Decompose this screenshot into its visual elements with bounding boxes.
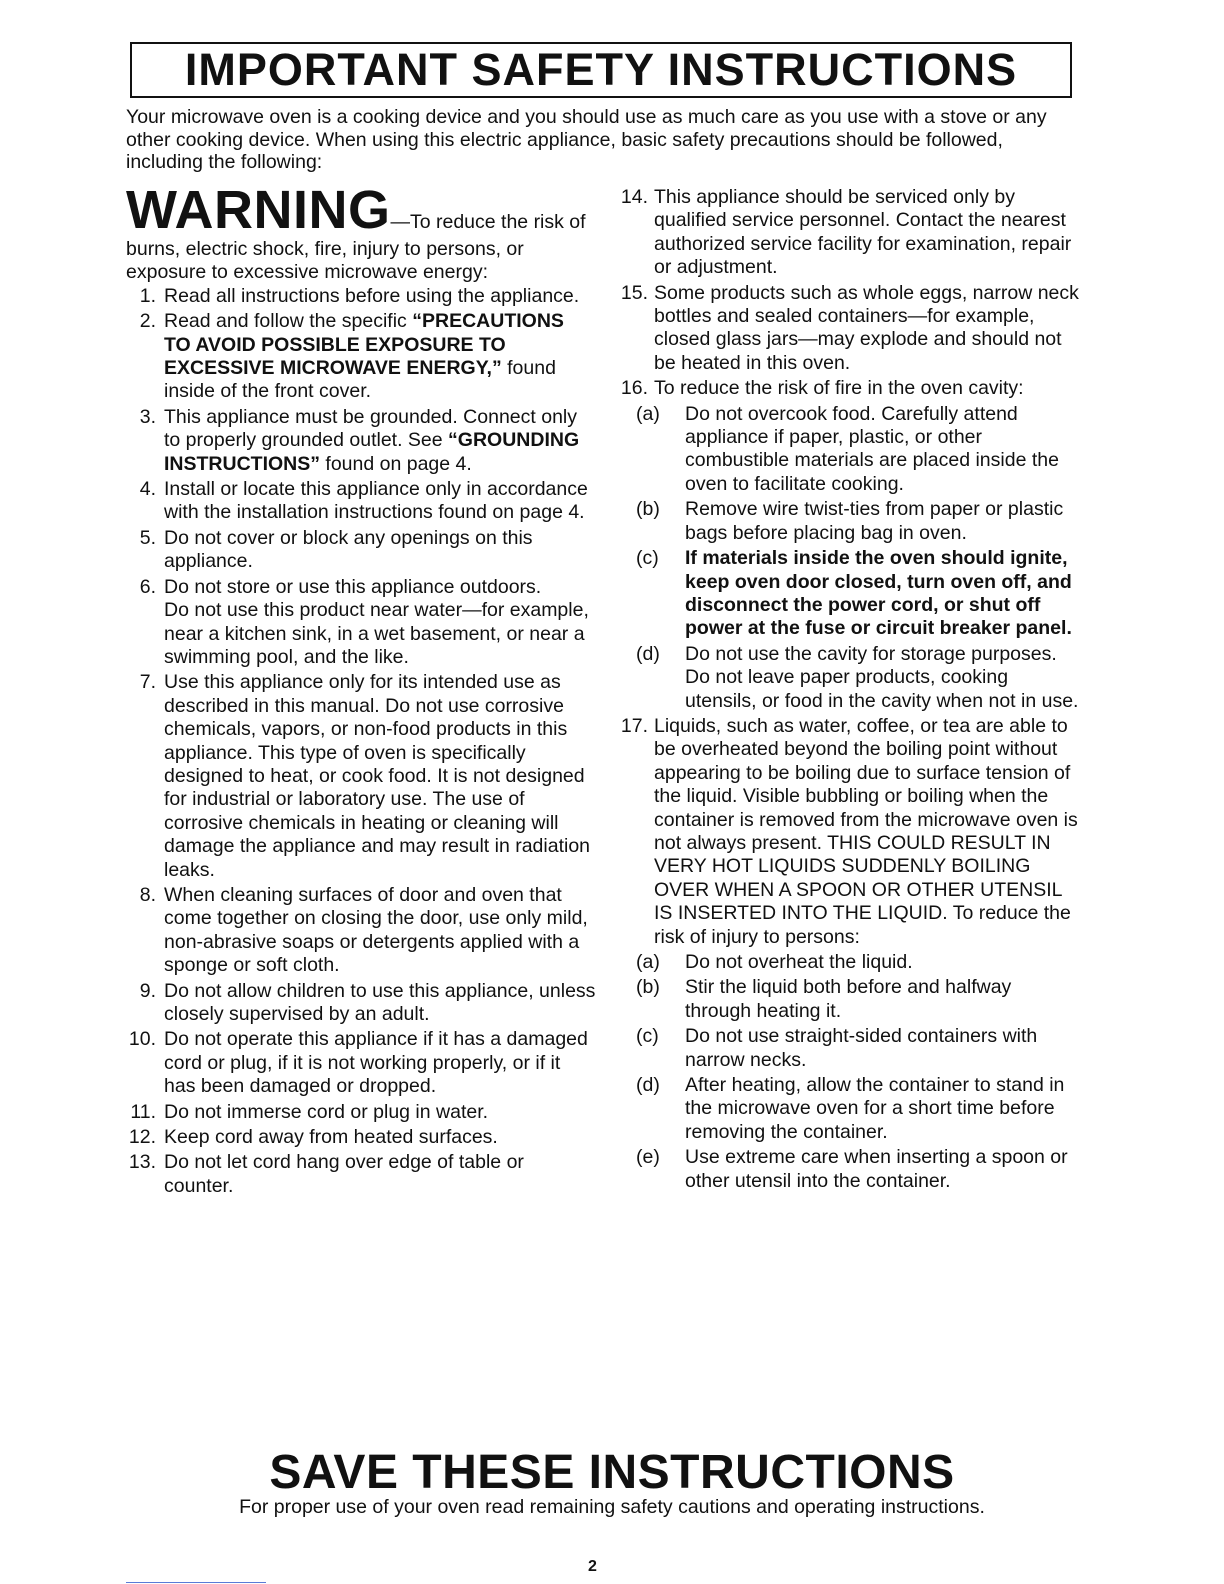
page-number: 2 [588, 1558, 597, 1575]
item-bold-text: “GROUNDING INSTRUCTIONS” [164, 429, 580, 475]
sub-item-label: (b) [636, 976, 660, 999]
sub-item-bold-text: If materials inside the oven should ignite, keep oven door closed, turn oven off, and disconnect the power cord, or shut off power at the fuse or circuit breaker panel. [685, 547, 1072, 640]
list-item [126, 478, 596, 525]
list-item [610, 715, 1080, 949]
list-item [126, 576, 596, 670]
item-text: This appliance must be grounded. Connect only to properly grounded outlet. See [164, 405, 578, 452]
item-number: 3. [139, 405, 156, 428]
sub-item [610, 547, 1080, 641]
warning-block [126, 182, 596, 285]
list-item [126, 884, 596, 978]
sub-item-text: Do not use the cavity for storage purposes. Do not leave paper products, cooking utensils, or food in the cavity when not in use. [685, 642, 1079, 712]
item-text: Some products such as whole eggs, narrow neck bottles and sealed containers—for example, closed glass jars—may explode and should not be heated in this oven. [654, 281, 1079, 374]
item-text: found on page 4. [320, 452, 472, 475]
list-item [126, 285, 596, 308]
item-number: 11. [130, 1100, 156, 1123]
item-number: 9. [139, 979, 156, 1002]
list-item [126, 980, 596, 1027]
item-text: found inside of the front cover. [164, 357, 556, 403]
list-item [126, 310, 596, 404]
list-item [610, 377, 1080, 400]
sub-item-text: Stir the liquid both before and halfway through heating it. [685, 976, 1012, 1022]
list-item [126, 671, 596, 882]
item-number: 4. [139, 478, 156, 501]
item-text: When cleaning surfaces of door and oven that come together on closing the door, use only mild, non-abrasive soaps or detergents applied with a sponge or soft cloth. [164, 883, 588, 977]
item-text: To reduce the risk of fire in the oven cavity: [654, 377, 1024, 400]
item-text: This appliance should be serviced only by qualified service personnel. Contact the nearest authorized service facility for examination, repair or adjustment. [654, 186, 1072, 279]
sub-item [610, 951, 1080, 974]
list-item [610, 282, 1080, 376]
sub-item-text: Do not use straight-sided containers with narrow necks. [685, 1025, 1038, 1071]
item-text: Read all instructions before using the appliance. [164, 284, 580, 307]
item-number: 16. [620, 377, 648, 400]
page-title: IMPORTANT SAFETY INSTRUCTIONS [184, 44, 1018, 95]
item-text: Do not let cord hang over edge of table or counter. [164, 1151, 524, 1197]
item-text: Do not cover or block any openings on this appliance. [164, 526, 533, 573]
list-item [126, 527, 596, 574]
item-text: Use this appliance only for its intended use as described in this manual. Do not use corrosive chemicals, vapors, or non-food products in this appliance. This type of oven is specifically designed to heat, or cook food. It is not designed for industrial or laboratory use. The use of corrosive chemicals in heating or cleaning will damage the appliance and may result in radiation leaks. [164, 671, 591, 881]
item-text: Read and follow the specific [164, 310, 413, 333]
sub-item [610, 643, 1080, 713]
sub-item-label: (e) [636, 1146, 660, 1169]
sub-item-label: (c) [636, 1025, 659, 1048]
item-text: Install or locate this appliance only in accordance with the installation instructions found on page 4. [164, 478, 588, 524]
list-item [126, 1101, 596, 1124]
warning-text: —To reduce the risk of burns, electric shock, fire, injury to persons, or exposure to excessive microwave energy: [126, 211, 586, 284]
item-text: Do not immerse cord or plug in water. [164, 1100, 489, 1123]
item-number: 14. [620, 186, 648, 208]
sub-item-text: After heating, allow the container to stand in the microwave oven for a short time before removing the container. [685, 1074, 1065, 1143]
sub-item-label: (d) [636, 1074, 660, 1097]
item-number: 13. [128, 1151, 156, 1174]
sub-item [610, 1074, 1080, 1144]
title-box [130, 42, 1072, 98]
list-item [126, 1028, 596, 1098]
item-bold-text: “PRECAUTIONS TO AVOID POSSIBLE EXPOSURE TO EXCESSIVE MICROWAVE ENERGY,” [164, 310, 564, 380]
list-item [610, 186, 1080, 280]
sub-item-text: Remove wire twist-ties from paper or plastic bags before placing bag in oven. [685, 498, 1064, 544]
list-item [126, 1126, 596, 1149]
sub-item-label: (b) [636, 498, 660, 521]
item-number: 2. [139, 310, 156, 333]
sub-item-text: Do not overcook food. Carefully attend appliance if paper, plastic, or other combustible materials are placed inside the oven to facilitate cooking. [685, 402, 1059, 495]
item-number: 8. [139, 883, 156, 906]
item-number: 7. [139, 671, 156, 694]
item-number: 1. [139, 284, 156, 307]
item-number: 5. [139, 526, 156, 549]
sub-item-label: (a) [636, 402, 660, 425]
item-number: 10. [128, 1028, 156, 1051]
list-item [126, 1151, 596, 1198]
item-text: Do not use this product near water—for example, near a kitchen sink, in a wet basement, or near a swimming pool, and the like. [164, 599, 589, 668]
item-number: 17. [620, 714, 648, 737]
item-text: Do not store or use this appliance outdoors. [164, 575, 542, 598]
sub-item [610, 976, 1080, 1023]
item-text: Keep cord away from heated surfaces. [164, 1126, 498, 1149]
item-text: Do not operate this appliance if it has a damaged cord or plug, if it is not working properly, or if it has been damaged or dropped. [164, 1028, 588, 1098]
sub-item-text: Do not overheat the liquid. [685, 951, 913, 973]
sub-item-text: Use extreme care when inserting a spoon or other utensil into the container. [685, 1146, 1068, 1192]
save-instructions-text: For proper use of your oven read remaining safety cautions and operating instructions. [239, 1496, 985, 1518]
sub-item [610, 403, 1080, 497]
sub-item [610, 1146, 1080, 1193]
item-number: 15. [620, 281, 648, 304]
sub-item-label: (a) [636, 951, 660, 973]
warning-heading: WARNING [126, 180, 391, 240]
sub-item [610, 1025, 1080, 1072]
save-instructions-heading: SAVE THESE INSTRUCTIONS [269, 1446, 955, 1499]
sub-item-label: (d) [636, 642, 660, 665]
left-column [126, 182, 596, 1200]
footer-rule [126, 1582, 266, 1583]
item-number: 12. [128, 1126, 156, 1149]
sub-item [610, 498, 1080, 545]
list-item [126, 406, 596, 476]
item-text: Do not allow children to use this appliance, unless closely supervised by an adult. [164, 979, 596, 1025]
right-column [610, 186, 1080, 1195]
item-text: Liquids, such as water, coffee, or tea are able to be overheated beyond the boiling point without appearing to be boiling due to surface tension of the liquid. Visible bubbling or boiling when the container is removed from the microwave oven is not always present. THIS COULD RESULT IN VERY HOT LIQUIDS SUDDENLY BOILING OVER WHEN A SPOON OR OTHER UTENSIL IS INSERTED INTO THE LIQUID. To reduce the risk of injury to persons: [654, 714, 1078, 948]
item-number: 6. [139, 575, 156, 598]
intro-paragraph: Your microwave oven is a cooking device and you should use as much care as you use with a stove or any other cooking device. When using this electric appliance, basic safety precautions should be followed, including the following: [126, 106, 1047, 173]
sub-item-label: (c) [636, 547, 659, 570]
